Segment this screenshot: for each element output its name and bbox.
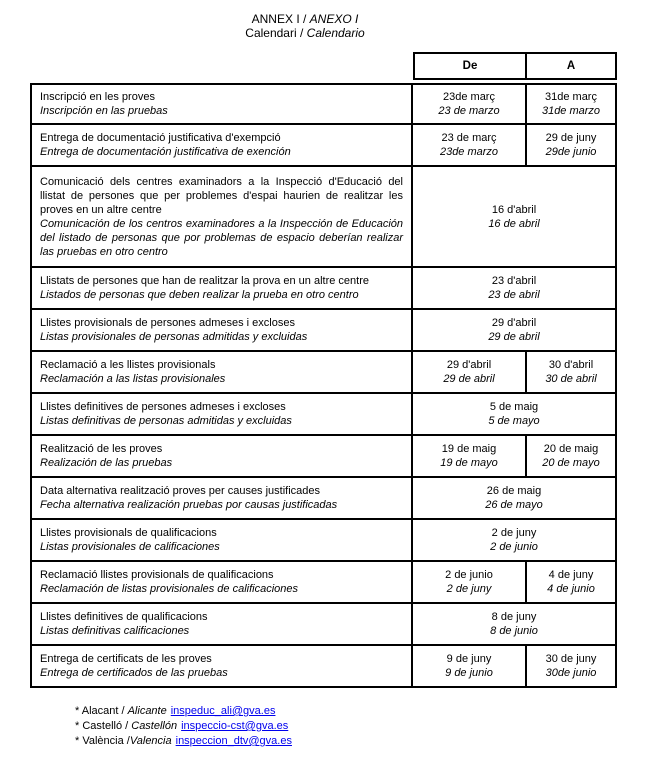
header-spacer — [30, 52, 413, 80]
cell-a: 30 de juny 30de junio — [545, 653, 597, 679]
table-row — [32, 392, 615, 434]
table-row — [32, 644, 615, 686]
cell-date-merged: 29 d'abril 29 de abril — [488, 317, 540, 343]
row-description: Entrega de certificats de les proves Entrega de certificados de las pruebas — [32, 646, 413, 686]
row-description: Reclamació llistes provisionals de qualificacions Reclamación de listas provisionales de calificaciones — [32, 562, 413, 602]
footnote-castello: * Castelló / Castellón inspeccio-cst@gva.es — [75, 720, 289, 732]
column-header-de: De — [415, 54, 527, 78]
cell-de: 29 d'abril 29 de abril — [413, 352, 527, 392]
row-description: Data alternativa realització proves per causes justificades Fecha alternativa realización pruebas por causas justificadas — [32, 478, 413, 518]
email-link-valencia[interactable]: inspeccion_dtv@gva.es — [175, 735, 292, 747]
cell-de: 19 de maig 19 de mayo — [413, 436, 527, 476]
row-description: Reclamació a les llistes provisionals Reclamación a las listas provisionales — [32, 352, 413, 392]
cell-date-merged: 23 d'abril 23 de abril — [488, 275, 540, 301]
cell-de: 23 de març 23de marzo — [413, 125, 527, 165]
email-link-alacant[interactable]: inspeduc_ali@gva.es — [170, 705, 276, 717]
row-description: Realització de les proves Realización de las pruebas — [32, 436, 413, 476]
page-title — [30, 0, 580, 40]
calendar-table — [30, 83, 617, 688]
cell-de: 2 de junio 2 de juny — [413, 562, 527, 602]
row-description: Llistes provisionals de persones admeses i excloses Listas provisionales de personas admitidas y excluidas — [32, 310, 413, 350]
cell-a: 30 d'abril 30 de abril — [545, 359, 597, 385]
contact-footnotes — [75, 704, 617, 749]
cell-date-merged: 16 d'abril 16 de abril — [488, 203, 540, 230]
title-line-2: Calendari / Calendario — [245, 26, 365, 40]
cell-de: 9 de juny 9 de junio — [413, 646, 527, 686]
footnote-valencia: * València /Valencia inspeccion_dtv@gva.es — [75, 735, 292, 747]
table-row — [32, 350, 615, 392]
row-description: Llistats de persones que han de realitzar la prova en un altre centre Listados de personas que deben realizar la prueba en otro centro — [32, 268, 413, 308]
cell-a: 4 de juny 4 de junio — [547, 569, 595, 595]
row-description: Llistes definitives de qualificacions Listas definitivas calificaciones — [32, 604, 413, 644]
row-description: Entrega de documentació justificativa d'exempció Entrega de documentación justificativa de exención — [32, 125, 413, 165]
cell-date-merged: 26 de maig 26 de mayo — [485, 485, 543, 511]
cell-date-merged: 8 de juny 8 de junio — [490, 611, 538, 637]
table-row — [32, 602, 615, 644]
table-row — [32, 85, 615, 123]
table-row — [32, 434, 615, 476]
header-box — [413, 52, 617, 80]
row-description: Llistes provisionals de qualificacions Listas provisionales de calificaciones — [32, 520, 413, 560]
cell-date-merged: 5 de maig 5 de mayo — [488, 401, 540, 427]
table-row — [32, 518, 615, 560]
table-row — [32, 308, 615, 350]
title-line-1: ANNEX I / ANEXO I — [251, 12, 359, 26]
row-description: Llistes definitives de persones admeses i excloses Listas definitivas de personas admitidas y excluidas — [32, 394, 413, 434]
cell-a: 31de març 31de marzo — [541, 91, 601, 117]
column-header-a: A — [566, 60, 576, 72]
table-header — [30, 52, 617, 80]
cell-de: 23de març 23 de marzo — [413, 85, 527, 123]
table-row — [32, 123, 615, 165]
table-row — [32, 165, 615, 266]
cell-a: 20 de maig 20 de mayo — [542, 443, 600, 469]
table-row — [32, 266, 615, 308]
table-row — [32, 476, 615, 518]
cell-a: 29 de juny 29de junio — [545, 132, 597, 158]
table-row — [32, 560, 615, 602]
row-description: Inscripció en les proves Inscripción en las pruebas — [32, 85, 413, 123]
footnote-alacant: * Alacant / Alicante inspeduc_ali@gva.es — [75, 705, 276, 717]
row-description: Comunicació dels centres examinadors a la Inspecció d'Educació del llistat de persones que per problemes d'espai haurien de realitzar les proves en un altre centre Comunicación de los centros examinadores a la Inspección de Educación del listado de personas que por problemas de espacio deberían realizar las pruebas en otro centro — [32, 167, 413, 266]
cell-date-merged: 2 de juny 2 de junio — [490, 527, 538, 553]
email-link-castello[interactable]: inspeccio-cst@gva.es — [181, 720, 289, 732]
